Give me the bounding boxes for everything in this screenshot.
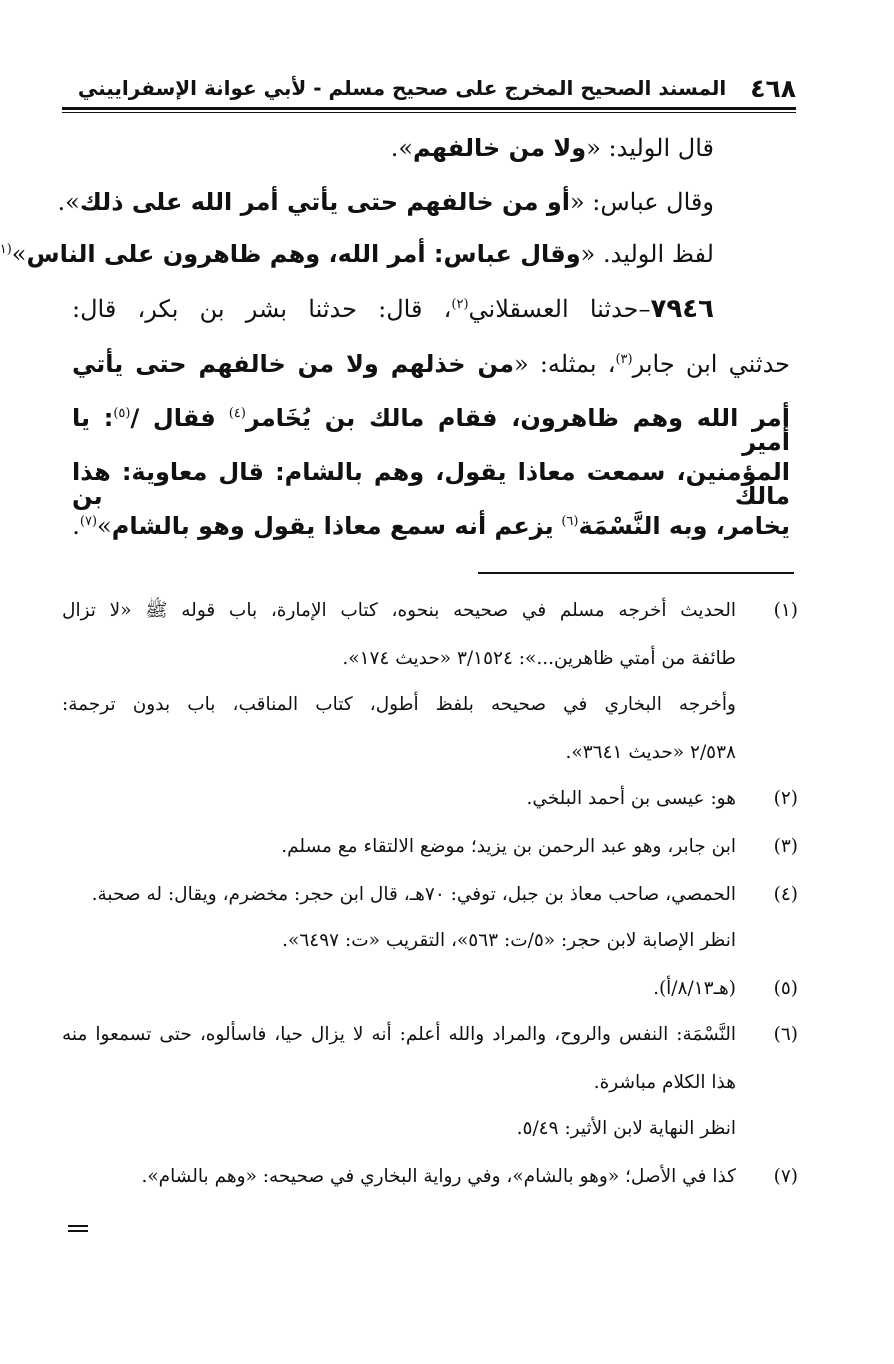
text-line-6 <box>72 406 790 454</box>
footnote-text: وأخرجه البخاري في صحيحه بلفظ أطول، كتاب المناقب، باب بدون ترجمة: <box>62 694 736 715</box>
footnote-ref: (٧) <box>79 514 98 529</box>
quote-bold: أو من خالفهم حتى يأتي أمر الله على ذلك <box>79 188 570 216</box>
footnote-1-line-2 <box>342 650 736 669</box>
footnote-6-line-3 <box>517 1120 736 1139</box>
footnote-text: كذا في الأصل؛ ‌«وهو بالشام‌»، وفي رواية البخاري في صحيحه: ‌«وهم بالشام‌». <box>141 1166 736 1187</box>
footnote-text: انظر النهاية لابن الأثير: ٥/٤٩. <box>516 1118 736 1139</box>
footnote-marker: (٣) <box>773 836 798 857</box>
footnote-5 <box>653 980 798 999</box>
footnote-marker: (٢) <box>773 788 798 809</box>
footnote-text: هذا الكلام مباشرة. <box>593 1072 736 1093</box>
text-line-1 <box>391 136 714 160</box>
quote-bold: المؤمنين، سمعت معاذا يقول، وهم بالشام: قال معاوية: هذا مالك بن <box>72 458 790 510</box>
footnote-ref: (٥) <box>113 406 131 421</box>
footnote-4-line-2 <box>282 932 736 951</box>
footnote-separator <box>478 572 794 574</box>
footnote-marker: (٥) <box>773 978 798 999</box>
footnote-6-line-2 <box>594 1074 736 1093</box>
quote-bold: : يا أمير <box>72 404 790 456</box>
footnote-text: (هـ٨/١٣/أ). <box>653 978 736 999</box>
text-plain: . <box>72 512 80 540</box>
text-plain: » <box>97 512 112 540</box>
footnote-ref: (٣) <box>615 352 633 367</box>
footnote-ref: (٦) <box>561 514 579 529</box>
text-plain: ، قال: حدثنا بشر بن بكر، قال: <box>72 295 452 323</box>
footnote-marker: (٦) <box>773 1024 798 1045</box>
quote-bold: يزعم أنه سمع معاذا يقول وهو بالشام <box>111 512 554 540</box>
quote-bold: وقال عباس: أمر الله، وهم ظاهرون على الناس <box>26 240 581 268</box>
footnote-ref: (٤) <box>228 406 246 421</box>
text-plain: » <box>11 240 27 268</box>
footnote-text: الحمصي، صاحب معاذ بن جبل، توفي: ٧٠هـ، قال ابن حجر: مخضرم، ويقال: له صحبة. <box>91 884 736 905</box>
footnote-text: ٢/٥٣٨ ‌«حديث ٣٦٤١‌». <box>565 742 736 763</box>
footnote-1 <box>62 602 798 621</box>
text-plain: »‌. <box>57 188 80 216</box>
quote-bold: أمر الله وهم ظاهرون، فقام مالك بن يُخَامر <box>245 404 791 432</box>
quote-bold: يخامر، وبه النَّسْمَة <box>578 512 790 540</box>
footnote-ref: (٢) <box>451 297 469 312</box>
text-line-5 <box>72 352 790 376</box>
text-line-7 <box>72 460 790 508</box>
quote-bold: من خذلهم ولا من خالفهم حتى يأتي <box>72 350 514 378</box>
footnote-6 <box>62 1026 798 1045</box>
footnote-marker: (٧) <box>773 1166 798 1187</box>
footnote-marker: (٤) <box>773 884 798 905</box>
footnote-ref: (١ <box>0 242 12 257</box>
text-plain: »‌. <box>390 134 413 162</box>
footnote-text: انظر الإصابة لابن حجر: ‌«٥/ت: ٥٦٣‌»، التقريب ‌«ت: ٦٤٩٧‌». <box>282 930 736 951</box>
quote-bold: ولا من خالفهم <box>413 134 587 162</box>
footnote-text: طائفة من أمتي ظاهرين...‌»: ٣/١٥٢٤ ‌«حديث ١٧٤‌». <box>342 648 736 669</box>
footnote-2 <box>526 790 798 809</box>
page-number: ٤٦٨ <box>750 73 796 103</box>
text-plain: قال الوليد: ‌« <box>586 134 714 162</box>
text-line-2 <box>58 190 714 214</box>
footnote-text: هو: عيسى بن أحمد البلخي. <box>526 788 736 809</box>
footnote-3 <box>281 838 798 857</box>
text-plain: حدثني ابن جابر <box>632 350 791 378</box>
footnote-text: النَّسْمَة: النفس والروح، والمراد والله أعلم: أنه لا يزال حيا، فاسألوه، حتى تسمعوا منه <box>62 1024 736 1045</box>
text-plain: لفظ الوليد. ‌« <box>580 240 714 268</box>
continuation-mark <box>68 1225 88 1232</box>
text-line-4 <box>72 296 714 322</box>
text-line-8 <box>72 514 790 538</box>
text-plain: وقال عباس: ‌« <box>569 188 714 216</box>
footnote-marker: (١) <box>773 600 798 621</box>
page-header <box>62 70 796 106</box>
header-rule-thin <box>62 112 796 113</box>
running-title: المسند الصحيح المخرج على صحيح مسلم - لأبي عوانة الإسفراييني <box>77 76 727 100</box>
footnote-text: ابن جابر، وهو عبد الرحمن بن يزيد؛ موضع الالتقاء مع مسلم. <box>281 836 736 857</box>
text-plain: –حدثنا العسقلاني <box>468 295 651 323</box>
text-plain: ، بمثله: ‌« <box>513 350 616 378</box>
footnote-text: الحديث أخرجه مسلم في صحيحه بنحوه، كتاب الإمارة، باب قوله ﷺ ‌«لا تزال <box>62 600 736 621</box>
footnote-1-line-3 <box>62 696 736 715</box>
footnote-4 <box>92 886 798 905</box>
hadith-number: ٧٩٤٦ <box>650 294 714 324</box>
header-rule-thick <box>62 107 796 110</box>
footnote-1-line-4 <box>566 744 736 763</box>
text-line-3 <box>0 242 714 266</box>
quote-bold: فقال / <box>130 404 216 432</box>
footnote-7 <box>141 1168 798 1187</box>
